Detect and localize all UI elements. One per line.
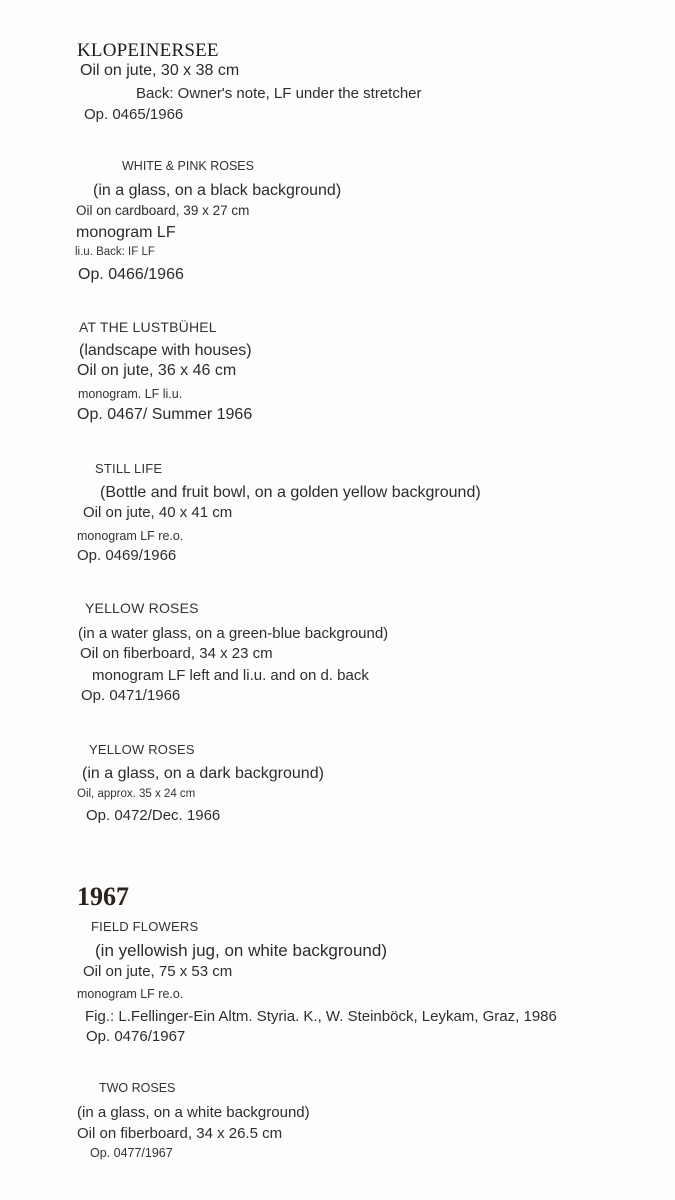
- entry-title: YELLOW ROSES: [89, 742, 195, 757]
- entry-title: TWO ROSES: [99, 1081, 176, 1095]
- entry-medium: Oil, approx. 35 x 24 cm: [77, 788, 196, 800]
- entry-title: AT THE LUSTBÜHEL: [79, 319, 217, 335]
- entry-medium: Oil on jute, 36 x 46 cm: [77, 362, 237, 379]
- entry-opus: Op. 0465/1966: [84, 106, 184, 123]
- entry-opus: Op. 0477/1967: [90, 1146, 173, 1160]
- entry-opus: Op. 0471/1966: [81, 687, 181, 704]
- entry-reference: Fig.: L.Fellinger-Ein Altm. Styria. K., W. Steinböck, Leykam, Graz, 1986: [85, 1008, 557, 1025]
- entry-medium: Oil on jute, 30 x 38 cm: [80, 62, 240, 79]
- entry-title: YELLOW ROSES: [85, 600, 199, 616]
- entry-medium: Oil on cardboard, 39 x 27 cm: [76, 203, 250, 218]
- entry-medium: Oil on fiberboard, 34 x 26.5 cm: [77, 1125, 283, 1142]
- entry-subtitle: (in yellowish jug, on white background): [95, 941, 387, 960]
- entry-title: WHITE & PINK ROSES: [122, 159, 254, 173]
- entry-signature: monogram LF: [76, 224, 176, 241]
- entry-medium: Oil on fiberboard, 34 x 23 cm: [80, 645, 273, 662]
- entry-title: KLOPEINERSEE: [77, 40, 219, 61]
- entry-note: Back: Owner's note, LF under the stretcher: [136, 85, 422, 102]
- year-heading: 1967: [77, 882, 129, 911]
- entry-opus: Op. 0467/ Summer 1966: [77, 406, 253, 423]
- entry-subtitle: (Bottle and fruit bowl, on a golden yellow background): [100, 484, 481, 501]
- entry-title: STILL LIFE: [95, 461, 163, 476]
- entry-opus: Op. 0466/1966: [78, 266, 184, 283]
- entry-opus: Op. 0469/1966: [77, 547, 177, 564]
- entry-opus: Op. 0476/1967: [86, 1028, 186, 1045]
- entry-signature-detail: li.u. Back: IF LF: [75, 246, 155, 258]
- entry-signature: monogram LF re.o.: [77, 987, 184, 1001]
- entry-signature: monogram. LF li.u.: [78, 387, 183, 401]
- entry-subtitle: (in a water glass, on a green-blue background): [78, 625, 389, 642]
- entry-subtitle: (in a glass, on a white background): [77, 1104, 310, 1121]
- entry-signature: monogram LF left and li.u. and on d. back: [92, 667, 369, 684]
- entry-subtitle: (in a glass, on a black background): [93, 182, 342, 199]
- entry-subtitle: (in a glass, on a dark background): [82, 765, 324, 782]
- entry-medium: Oil on jute, 40 x 41 cm: [83, 504, 233, 521]
- entry-subtitle: (landscape with houses): [79, 342, 252, 359]
- entry-medium: Oil on jute, 75 x 53 cm: [83, 963, 233, 980]
- entry-opus: Op. 0472/Dec. 1966: [86, 807, 221, 824]
- entry-title: FIELD FLOWERS: [91, 919, 199, 934]
- entry-signature: monogram LF re.o.: [77, 529, 184, 543]
